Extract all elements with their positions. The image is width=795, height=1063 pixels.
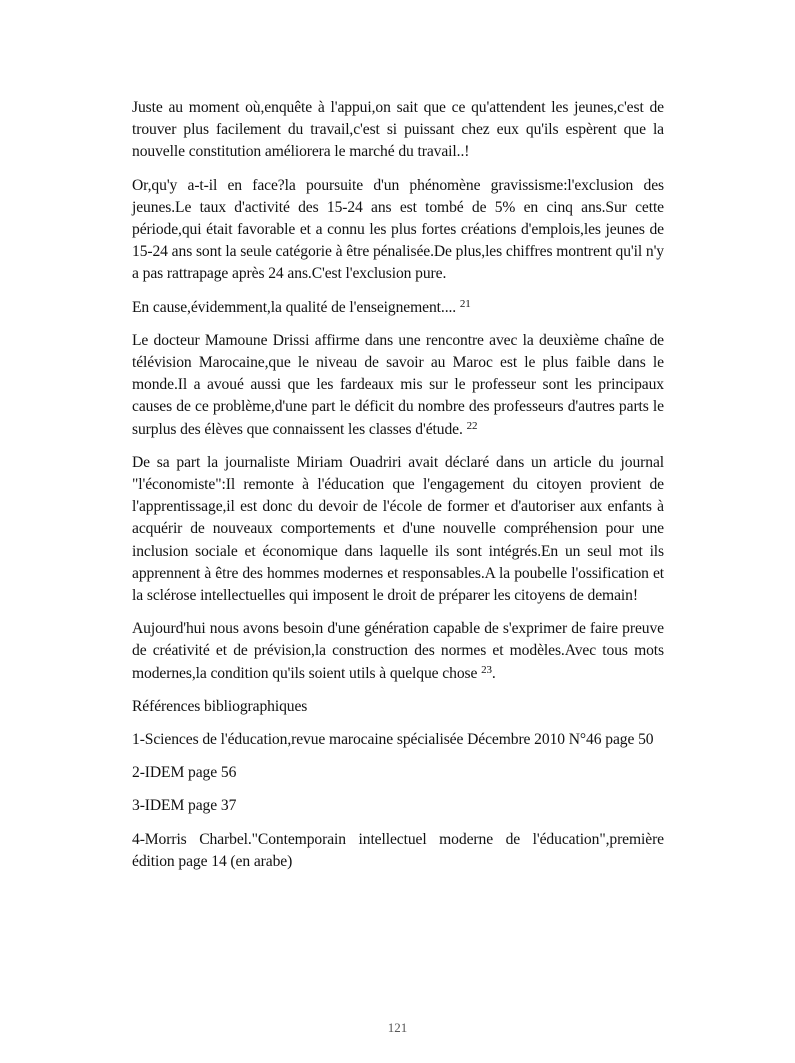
- page-number: 121: [387, 1020, 408, 1035]
- footnote-marker: 21: [459, 297, 471, 310]
- paragraph: De sa part la journaliste Miriam Ouadriri avait déclaré dans un article du journal "l'économiste":Il remonte à l'éducation que l'engagement du citoyen provient de l'apprentissage,il est donc du devoir de l'école de former et d'autoriser aux enfants à acquérir de nouveaux comportements et d'une nouvelle compréhension pour une inclusion sociale et économique dans laquelle ils sont intégrés.En un seul mot ils apprennent à être des hommes modernes et responsables.A la poubelle l'ossification et la sclérose intellectuelles qui imposent le droit de préparer les citoyens de demain!: [132, 453, 664, 605]
- reference-item: 1-Sciences de l'éducation,revue marocaine spécialisée Décembre 2010 N°46 page 50: [132, 731, 654, 749]
- paragraph: Or,qu'y a-t-il en face?la poursuite d'un phénomène gravissisme:l'exclusion des jeunes.Le taux d'activité des 15-24 ans est tombé de 5% en cinq ans.Sur cette période,qui était favorable et a connu les plus fortes créations d'emplois,les jeunes de 15-24 ans sont la seule catégorie à être pénalisée.De plus,les chiffres montrent qu'il n'y a pas rattrapage après 24 ans.C'est l'exclusion pure.: [132, 176, 664, 283]
- paragraph: Juste au moment où,enquête à l'appui,on sait que ce qu'attendent les jeunes,c'est de trouver plus facilement du travail,c'est si puissant chez eux qu'ils espèrent que la nouvelle constitution améliorera le marché du travail..!: [132, 99, 664, 161]
- footnote-marker: 23: [481, 663, 492, 676]
- reference-item: 4-Morris Charbel."Contemporain intellectuel moderne de l'éducation",première édition page 14 (en arabe): [132, 830, 664, 870]
- footnote-marker: 22: [466, 419, 478, 432]
- reference-item: 3-IDEM page 37: [132, 797, 237, 815]
- references-heading: Références bibliographiques: [132, 697, 308, 715]
- page-body: [132, 97, 664, 884]
- paragraph: En cause,évidemment,la qualité de l'enseignement.... $^{21}$: [132, 297, 471, 316]
- paragraph: Le docteur Mamoune Drissi affirme dans une rencontre avec la deuxième chaîne de télévision Marocaine,que le niveau de savoir au Maroc est le plus faible dans le monde.Il a avoué aussi que les fardeaux mis sur le professeur sont les principaux causes de ce problème,d'une part le déficit du nombre des professeurs d'autres parts le surplus des élèves que connaissent les classes d'étude. $^{22}$: [132, 331, 664, 438]
- reference-item: 2-IDEM page 56: [132, 764, 237, 782]
- paragraph: Aujourd'hui nous avons besoin d'une génération capable de s'exprimer de faire preuve de créativité et de prévision,la construction des normes et modèles.Avec tous mots modernes,la condition qu'ils soient utils à quelque chose $^{23}$.: [132, 620, 664, 682]
